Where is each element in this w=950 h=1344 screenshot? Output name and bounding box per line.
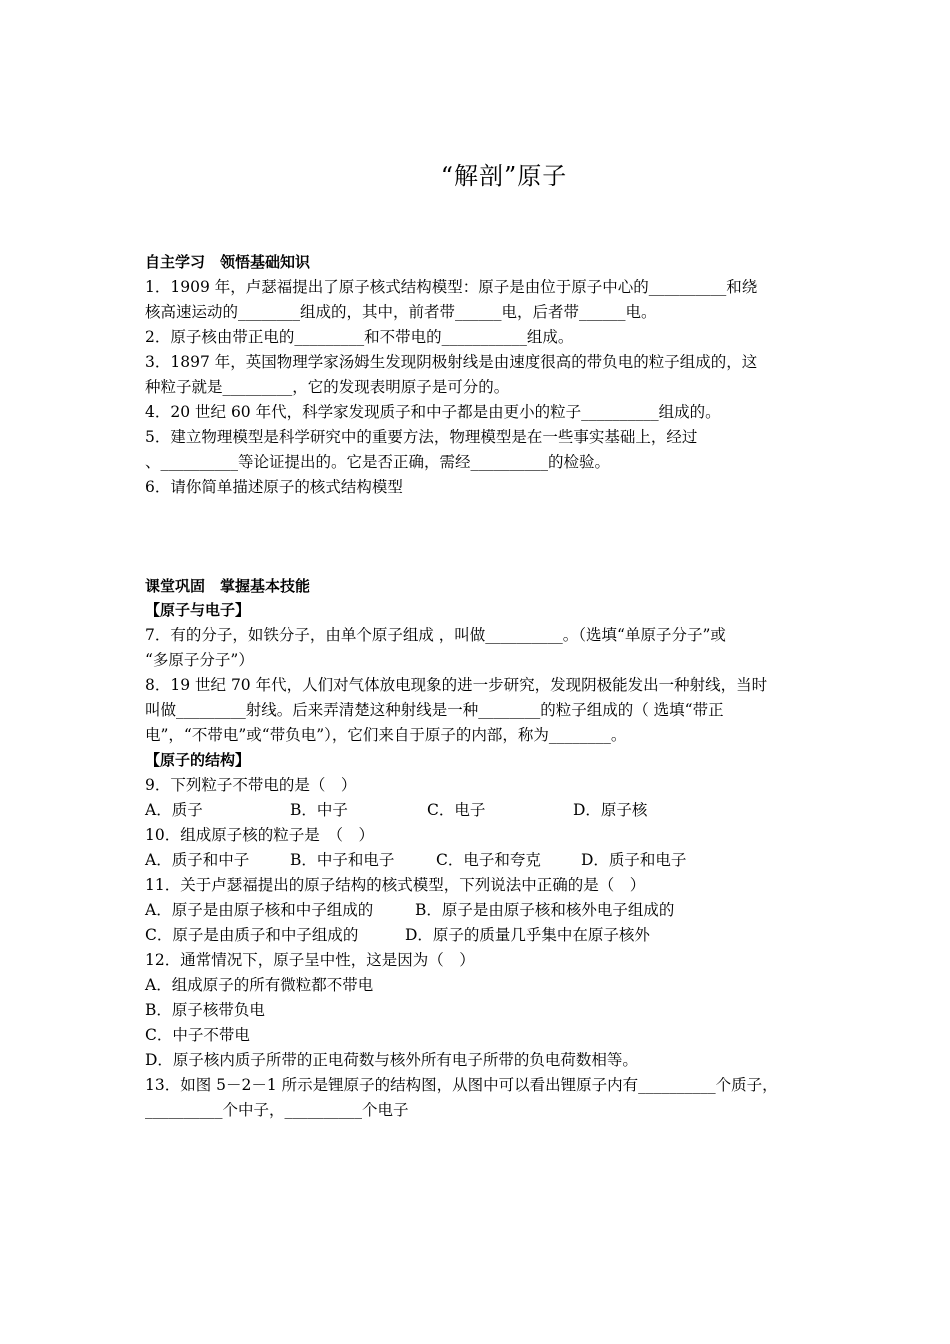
section-heading-self-study: 自主学习 领悟基础知识 — [145, 253, 311, 271]
question-3-line-2: 种粒子就是_________，它的发现表明原子是可分的。 — [145, 378, 510, 396]
question-8-line-1: 8．19 世纪 70 年代，人们对气体放电现象的进一步研究，发现阴极能发出一种射线，当时 — [145, 676, 768, 694]
question-12: 12．通常情况下，原子呈中性，这是因为（ ） — [145, 951, 475, 969]
question-2: 2．原子核由带正电的_________和不带电的___________组成。 — [145, 328, 574, 346]
question-11-option-c: C．原子是由质子和中子组成的 — [145, 926, 359, 944]
question-12-option-a: A．组成原子的所有微粒都不带电 — [145, 976, 374, 994]
subheading-atom-structure: 【原子的结构】 — [145, 751, 251, 769]
question-8-line-3: 电”，“不带电”或“带负电”），它们来自于原子的内部，称为________。 — [145, 726, 627, 744]
question-9-option-c: C．电子 — [427, 801, 486, 819]
question-9-option-b: B．中子 — [290, 801, 348, 819]
section-heading-classroom: 课堂巩固 掌握基本技能 — [145, 577, 311, 595]
question-5-line-1: 5．建立物理模型是科学研究中的重要方法，物理模型是在一些事实基础上，经过 — [145, 428, 698, 446]
question-13-line-1: 13．如图 5－2－1 所示是锂原子的结构图，从图中可以看出锂原子内有__________个质子， — [145, 1076, 778, 1094]
question-10: 10．组成原子核的粒子是 （ ） — [145, 826, 374, 844]
question-11-option-b: B．原子是由原子核和核外电子组成的 — [415, 901, 675, 919]
question-6: 6．请你简单描述原子的核式结构模型 — [145, 478, 403, 496]
question-9-option-a: A．质子 — [145, 801, 203, 819]
subheading-atom-electron: 【原子与电子】 — [145, 601, 251, 619]
question-11: 11．关于卢瑟福提出的原子结构的核式模型，下列说法中正确的是（ ） — [145, 876, 646, 894]
question-4: 4．20 世纪 60 年代，科学家发现质子和中子都是由更小的粒子__________组成的。 — [145, 403, 721, 421]
question-5-line-2: 、__________等论证提出的。它是否正确，需经__________的检验。 — [145, 453, 611, 471]
question-11-option-a: A．原子是由原子核和中子组成的 — [145, 901, 374, 919]
page-title: “解剖”原子 — [440, 162, 568, 190]
question-10-option-a: A．质子和中子 — [145, 851, 250, 869]
question-10-option-c: C．电子和夸克 — [436, 851, 541, 869]
question-7-line-1: 7．有的分子，如铁分子，由单个原子组成 ，叫做__________。（选填“单原子分子”或 — [145, 626, 726, 644]
question-12-option-c: C．中子不带电 — [145, 1026, 250, 1044]
question-9-option-d: D．原子核 — [573, 801, 648, 819]
question-1-line-2: 核高速运动的________组成的，其中，前者带______电，后者带______电。 — [145, 303, 657, 321]
question-3-line-1: 3．1897 年，英国物理学家汤姆生发现阴极射线是由速度很高的带负电的粒子组成的，这 — [145, 353, 758, 371]
question-10-option-d: D．质子和电子 — [581, 851, 687, 869]
question-9: 9．下列粒子不带电的是（ ） — [145, 776, 357, 794]
question-1-line-1: 1．1909 年，卢瑟福提出了原子核式结构模型：原子是由位于原子中心的__________和绕 — [145, 278, 758, 296]
question-13-line-2: __________个中子，__________个电子 — [145, 1101, 409, 1119]
question-11-option-d: D．原子的质量几乎集中在原子核外 — [405, 926, 650, 944]
question-10-option-b: B．中子和电子 — [290, 851, 395, 869]
question-7-line-2: “多原子分子”） — [145, 651, 254, 669]
question-12-option-b: B．原子核带负电 — [145, 1001, 265, 1019]
question-8-line-2: 叫做_________射线。后来弄清楚这种射线是一种________的粒子组成的（ 选填“带正 — [145, 701, 724, 719]
question-12-option-d: D．原子核内质子所带的正电荷数与核外所有电子所带的负电荷数相等。 — [145, 1051, 638, 1069]
